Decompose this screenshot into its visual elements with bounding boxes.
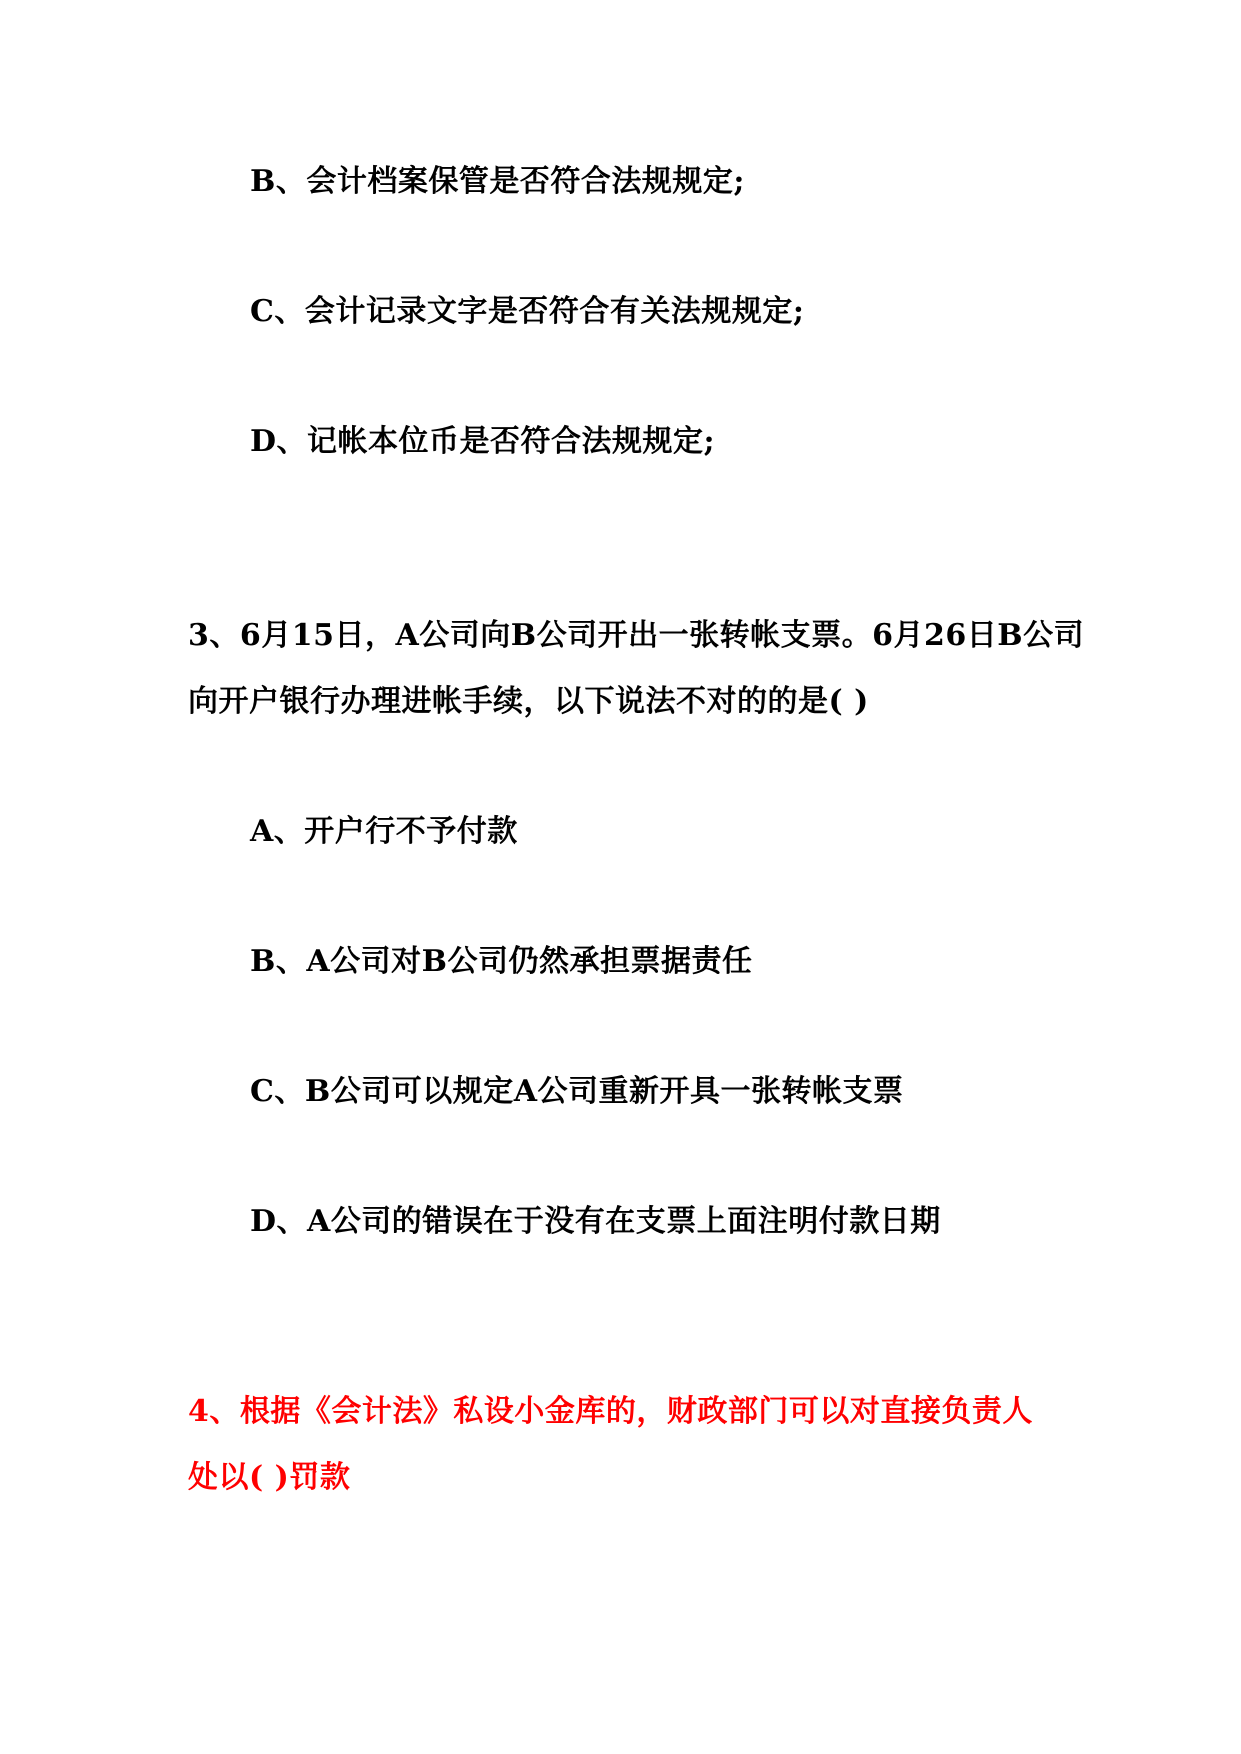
q3-option-c: C、B公司可以规定A公司重新开具一张转帐支票 (250, 1074, 904, 1109)
q2-option-c: C、会计记录文字是否符合有关法规规定; (250, 294, 805, 329)
q4-stem-line-1: 4、根据《会计法》私设小金库的，财政部门可以对直接负责人 (188, 1394, 1033, 1429)
q2-option-d: D、记帐本位币是否符合法规规定; (250, 424, 716, 459)
q3-stem-line-2: 向开户银行办理进帐手续，以下说法不对的的是( ) (188, 684, 869, 719)
q2-option-b: B、会计档案保管是否符合法规规定; (250, 164, 745, 199)
q3-option-d: D、A公司的错误在于没有在支票上面注明付款日期 (250, 1204, 941, 1239)
q4-stem-line-2: 处以( )罚款 (188, 1460, 351, 1495)
q3-stem-line-1: 3、6月15日，A公司向B公司开出一张转帐支票。6月26日B公司 (188, 618, 1085, 653)
q3-option-b: B、A公司对B公司仍然承担票据责任 (250, 944, 753, 979)
q3-option-a: A、开户行不予付款 (250, 814, 518, 849)
